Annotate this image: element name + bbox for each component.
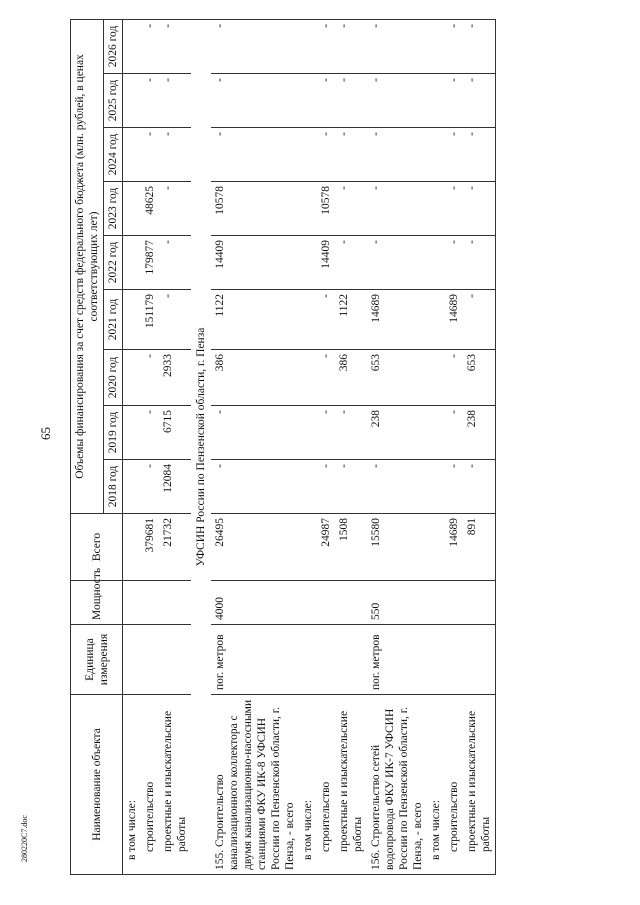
cell-year-value: 386 — [335, 350, 367, 406]
cell-year-value: - — [367, 236, 427, 290]
cell-total: 15580 — [367, 514, 427, 581]
cell-year-value: - — [445, 406, 463, 460]
cell-year-value: - — [463, 236, 496, 290]
table-row — [427, 19, 445, 874]
table-row — [299, 19, 317, 874]
cell-year-value: - — [445, 19, 463, 73]
funding-table — [70, 19, 496, 875]
cell-year-value: 14409 — [211, 236, 299, 290]
cell-year-value: - — [317, 350, 335, 406]
cell-total — [427, 514, 445, 581]
cell-year-value — [427, 19, 445, 73]
cell-name: проектные и изыскательские работы — [463, 695, 496, 875]
cell-name: в том числе: — [123, 695, 142, 875]
cell-name: 156. Строительство сетей водопровода ФКУ ИК-7 УФСИН России по Пензенской области, г. Пенза, - всего — [367, 695, 427, 875]
cell-year-value — [427, 350, 445, 406]
cell-year-value: - — [159, 74, 191, 128]
cell-year-value — [123, 128, 142, 182]
cell-year-value: 386 — [211, 350, 299, 406]
cell-year-value — [123, 74, 142, 128]
cell-year-value: - — [445, 128, 463, 182]
cell-year-value: - — [335, 128, 367, 182]
cell-year-value: - — [317, 19, 335, 73]
cell-year-value: - — [445, 350, 463, 406]
table-row — [445, 19, 463, 874]
cell-year-value — [123, 19, 142, 73]
cell-name: в том числе: — [427, 695, 445, 875]
cell-year-value: - — [367, 74, 427, 128]
cell-year-value: - — [317, 74, 335, 128]
cell-total: 24987 — [317, 514, 335, 581]
cell-year-value: - — [463, 290, 496, 350]
cell-capacity — [141, 581, 159, 625]
cell-year-value: - — [211, 406, 299, 460]
cell-name: проектные и изыскательские работы — [335, 695, 367, 875]
cell-year-value: - — [141, 406, 159, 460]
cell-year-value — [299, 406, 317, 460]
cell-year-value: - — [367, 460, 427, 514]
cell-unit: пог. метров — [367, 625, 427, 695]
cell-unit — [123, 625, 142, 695]
header-year: 2023 год — [104, 182, 123, 236]
cell-year-value — [299, 74, 317, 128]
cell-year-value: - — [335, 236, 367, 290]
section-row — [191, 19, 211, 874]
cell-year-value: 238 — [367, 406, 427, 460]
cell-total: 1508 — [335, 514, 367, 581]
header-year: 2024 год — [104, 128, 123, 182]
cell-year-value: - — [335, 182, 367, 236]
cell-year-value: - — [463, 460, 496, 514]
cell-year-value: - — [141, 19, 159, 73]
cell-year-value: - — [445, 460, 463, 514]
cell-total: 26495 — [211, 514, 299, 581]
header-year: 2021 год — [104, 290, 123, 350]
cell-year-value — [427, 406, 445, 460]
cell-name: проектные и изыскательские работы — [159, 695, 191, 875]
cell-year-value — [299, 290, 317, 350]
cell-year-value — [299, 128, 317, 182]
cell-name: строительство — [445, 695, 463, 875]
cell-year-value: - — [211, 128, 299, 182]
cell-capacity — [123, 581, 142, 625]
cell-year-value — [427, 182, 445, 236]
cell-unit — [317, 625, 335, 695]
cell-year-value: - — [335, 406, 367, 460]
cell-total: 21732 — [159, 514, 191, 581]
cell-year-value: - — [317, 460, 335, 514]
cell-total — [299, 514, 317, 581]
cell-year-value: - — [445, 182, 463, 236]
cell-unit — [335, 625, 367, 695]
cell-year-value — [299, 19, 317, 73]
cell-year-value: 151179 — [141, 290, 159, 350]
table-row — [335, 19, 367, 874]
cell-capacity — [445, 581, 463, 625]
cell-year-value: - — [317, 406, 335, 460]
cell-year-value — [427, 74, 445, 128]
cell-capacity — [159, 581, 191, 625]
cell-year-value — [299, 236, 317, 290]
cell-unit — [445, 625, 463, 695]
cell-capacity — [299, 581, 317, 625]
cell-total: 14689 — [445, 514, 463, 581]
cell-name: в том числе: — [299, 695, 317, 875]
cell-name: строительство — [141, 695, 159, 875]
header-unit: Единица измерения — [71, 625, 123, 695]
cell-year-value — [299, 350, 317, 406]
footer-filename: 280220С7.doc — [20, 815, 29, 862]
cell-year-value: 2933 — [159, 350, 191, 406]
cell-year-value: 6715 — [159, 406, 191, 460]
cell-year-value: - — [211, 460, 299, 514]
header-year: 2025 год — [104, 74, 123, 128]
cell-unit — [427, 625, 445, 695]
cell-unit — [159, 625, 191, 695]
cell-capacity — [335, 581, 367, 625]
cell-year-value: - — [367, 19, 427, 73]
table-body — [123, 19, 496, 874]
cell-year-value: - — [335, 460, 367, 514]
cell-year-value: 1122 — [211, 290, 299, 350]
table-row — [159, 19, 191, 874]
cell-capacity: 4000 — [211, 581, 299, 625]
cell-year-value: - — [141, 460, 159, 514]
header-year: 2018 год — [104, 460, 123, 514]
cell-year-value: - — [141, 128, 159, 182]
cell-year-value: - — [159, 236, 191, 290]
cell-year-value: 1122 — [335, 290, 367, 350]
cell-year-value — [427, 290, 445, 350]
cell-capacity: 550 — [367, 581, 427, 625]
cell-year-value: 12084 — [159, 460, 191, 514]
cell-total: 891 — [463, 514, 496, 581]
cell-unit — [141, 625, 159, 695]
cell-year-value: - — [159, 19, 191, 73]
cell-year-value — [299, 460, 317, 514]
header-year: 2022 год — [104, 236, 123, 290]
cell-unit — [299, 625, 317, 695]
header-total: Всего — [71, 514, 123, 581]
cell-year-value: - — [159, 290, 191, 350]
table-row — [317, 19, 335, 874]
cell-year-value: 238 — [463, 406, 496, 460]
cell-year-value — [427, 236, 445, 290]
cell-year-value: 179877 — [141, 236, 159, 290]
table-row — [211, 19, 299, 874]
page-number: 65 — [38, 427, 53, 440]
cell-year-value: 14409 — [317, 236, 335, 290]
header-year: 2020 год — [104, 350, 123, 406]
cell-year-value: - — [141, 74, 159, 128]
header-capacity: Мощность — [71, 581, 123, 625]
cell-year-value: - — [159, 182, 191, 236]
cell-year-value: - — [159, 128, 191, 182]
cell-year-value: - — [211, 74, 299, 128]
cell-total — [123, 514, 142, 581]
cell-year-value — [299, 182, 317, 236]
cell-year-value: - — [463, 182, 496, 236]
cell-year-value: - — [445, 236, 463, 290]
cell-year-value — [123, 406, 142, 460]
cell-year-value: 14689 — [445, 290, 463, 350]
cell-total: 379681 — [141, 514, 159, 581]
table-row — [463, 19, 496, 874]
cell-year-value: - — [335, 19, 367, 73]
cell-year-value — [427, 128, 445, 182]
cell-year-value: - — [367, 182, 427, 236]
cell-capacity — [463, 581, 496, 625]
cell-name: строительство — [317, 695, 335, 875]
cell-year-value: - — [317, 128, 335, 182]
rotated-table-container — [70, 20, 615, 875]
cell-year-value: - — [445, 74, 463, 128]
cell-year-value: - — [211, 19, 299, 73]
cell-year-value: 653 — [463, 350, 496, 406]
cell-year-value: 48625 — [141, 182, 159, 236]
cell-year-value: - — [463, 19, 496, 73]
cell-year-value: - — [463, 128, 496, 182]
cell-year-value: 653 — [367, 350, 427, 406]
cell-year-value: 14689 — [367, 290, 427, 350]
cell-unit: пог. метров — [211, 625, 299, 695]
cell-year-value: - — [141, 350, 159, 406]
cell-year-value: - — [335, 74, 367, 128]
cell-capacity — [317, 581, 335, 625]
cell-year-value — [123, 460, 142, 514]
cell-name: 155. Строительство канализационного коллектора с двумя канализационно-насосными станциями ФКУ ИК-8 УФСИН России по Пензенской области, г. Пенза, - всего — [211, 695, 299, 875]
table-row — [367, 19, 427, 874]
table-row — [141, 19, 159, 874]
header-name: Наименование объекта — [71, 695, 123, 875]
cell-year-value — [123, 290, 142, 350]
cell-unit — [463, 625, 496, 695]
header-year: 2026 год — [104, 19, 123, 73]
header-year: 2019 год — [104, 406, 123, 460]
cell-year-value: 10578 — [211, 182, 299, 236]
cell-year-value — [123, 350, 142, 406]
cell-capacity — [427, 581, 445, 625]
cell-year-value: - — [317, 290, 335, 350]
cell-year-value — [427, 460, 445, 514]
cell-year-value — [123, 236, 142, 290]
cell-year-value — [123, 182, 142, 236]
cell-year-value: - — [463, 74, 496, 128]
header-funding: Объемы финансирования за счет средств федерального бюджета (млн. рублей, в ценах соответствующих лет) — [71, 19, 104, 513]
table-row — [123, 19, 142, 874]
cell-year-value: - — [367, 128, 427, 182]
section-title: УФСИН России по Пензенской области, г. Пенза — [191, 19, 211, 874]
cell-year-value: 10578 — [317, 182, 335, 236]
